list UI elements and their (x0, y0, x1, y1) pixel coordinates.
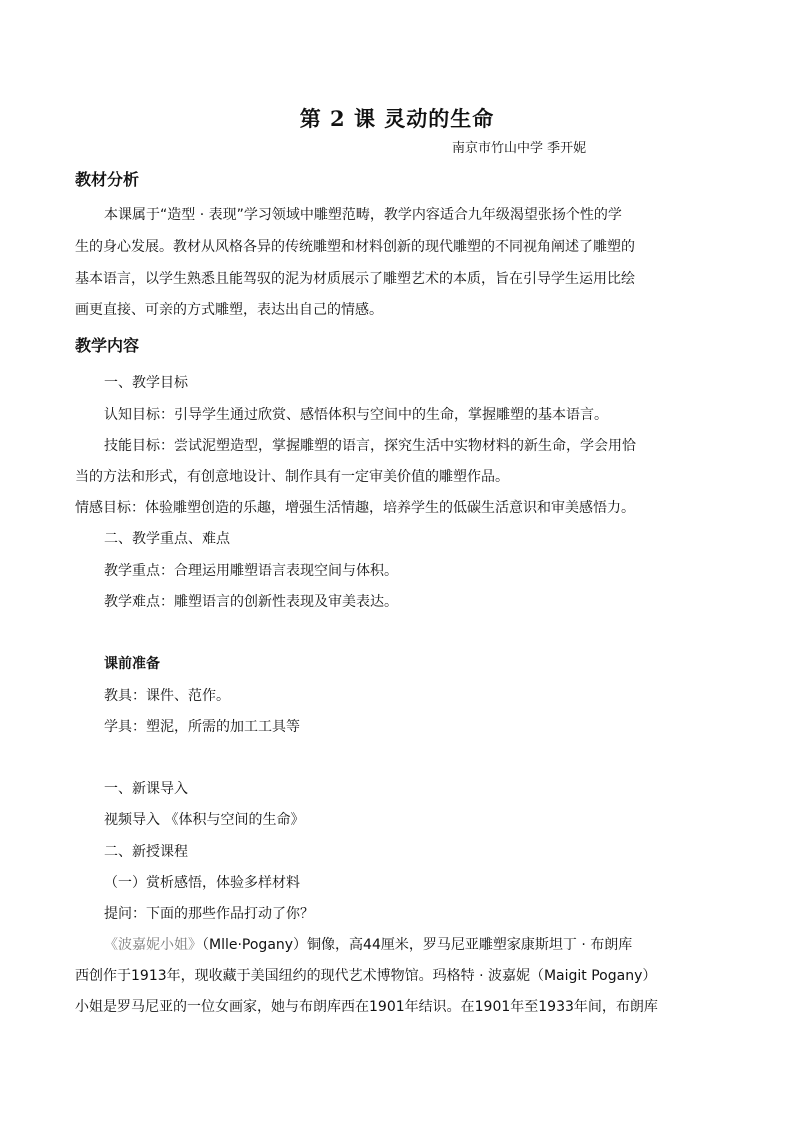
section-heading-prep: 课前准备 (104, 656, 160, 672)
goals-title: 一、教学目标 (104, 375, 188, 391)
goal-skill-line-2: 当的方法和形式，有创意地设计、制作具有一定审美价值的雕塑作品。 (75, 469, 509, 485)
analysis-line-3: 基本语言，以学生熟悉且能驾驭的泥为材质展示了雕塑艺术的本质，旨在引导学生运用比绘 (75, 271, 635, 287)
part1-title: （一）赏析感悟，体验多样材料 (104, 875, 300, 891)
prep-student-tools: 学具：塑泥，所需的加工工具等 (104, 719, 300, 735)
work-line-1 (104, 935, 632, 955)
key-point: 教学重点：合理运用雕塑语言表现空间与体积。 (104, 563, 398, 579)
analysis-line-4: 画更直接、可亲的方式雕塑，表达出自己的情感。 (75, 302, 383, 318)
prep-teacher-tools: 教具：课件、范作。 (104, 688, 230, 704)
work-line-3: 小姐是罗马尼亚的一位女画家，她与布朗库西在1901年结识。在1901年至1933年间，布朗库 (75, 999, 658, 1015)
work-title: 《波嘉妮小姐》 (104, 937, 202, 953)
section-heading-content: 教学内容 (75, 336, 140, 355)
work-line-1-text: （Mlle·Pogany）铜像，高44厘米，罗马尼亚雕塑家康斯坦丁 · 布朗库 (202, 937, 633, 953)
author-line: 南京市竹山中学 季开妮 (452, 141, 587, 156)
section-heading-analysis: 教材分析 (75, 170, 140, 189)
intro-video: 视频导入 《体积与空间的生命》 (104, 812, 305, 828)
goal-skill-line-1: 技能目标：尝试泥塑造型，掌握雕塑的语言，探究生活中实物材料的新生命，学会用恰 (104, 438, 636, 454)
work-line-2: 西创作于1913年，现收藏于美国纽约的现代艺术博物馆。玛格特 · 波嘉妮（Maigit Pogany） (75, 968, 657, 984)
difficult-point: 教学难点：雕塑语言的创新性表现及审美表达。 (104, 594, 398, 610)
new-lesson-title: 二、新授课程 (104, 844, 188, 860)
analysis-line-1: 本课属于“造型 · 表现”学习领域中雕塑范畴，教学内容适合九年级渴望张扬个性的学 (104, 207, 622, 223)
analysis-line-2: 生的身心发展。教材从风格各异的传统雕塑和材料创新的现代雕塑的不同视角阐述了雕塑的 (75, 239, 635, 255)
key-points-title: 二、教学重点、难点 (104, 531, 230, 547)
question-line: 提问：下面的那些作品打动了你？ (104, 906, 314, 922)
page-title: 第 2 课 灵动的生命 (299, 106, 495, 131)
goal-cognitive: 认知目标：引导学生通过欣赏、感悟体积与空间中的生命，掌握雕塑的基本语言。 (104, 407, 608, 423)
intro-title: 一、新课导入 (104, 781, 188, 797)
goal-emotion: 情感目标：体验雕塑创造的乐趣，增强生活情趣，培养学生的低碳生活意识和审美感悟力。 (75, 500, 635, 516)
